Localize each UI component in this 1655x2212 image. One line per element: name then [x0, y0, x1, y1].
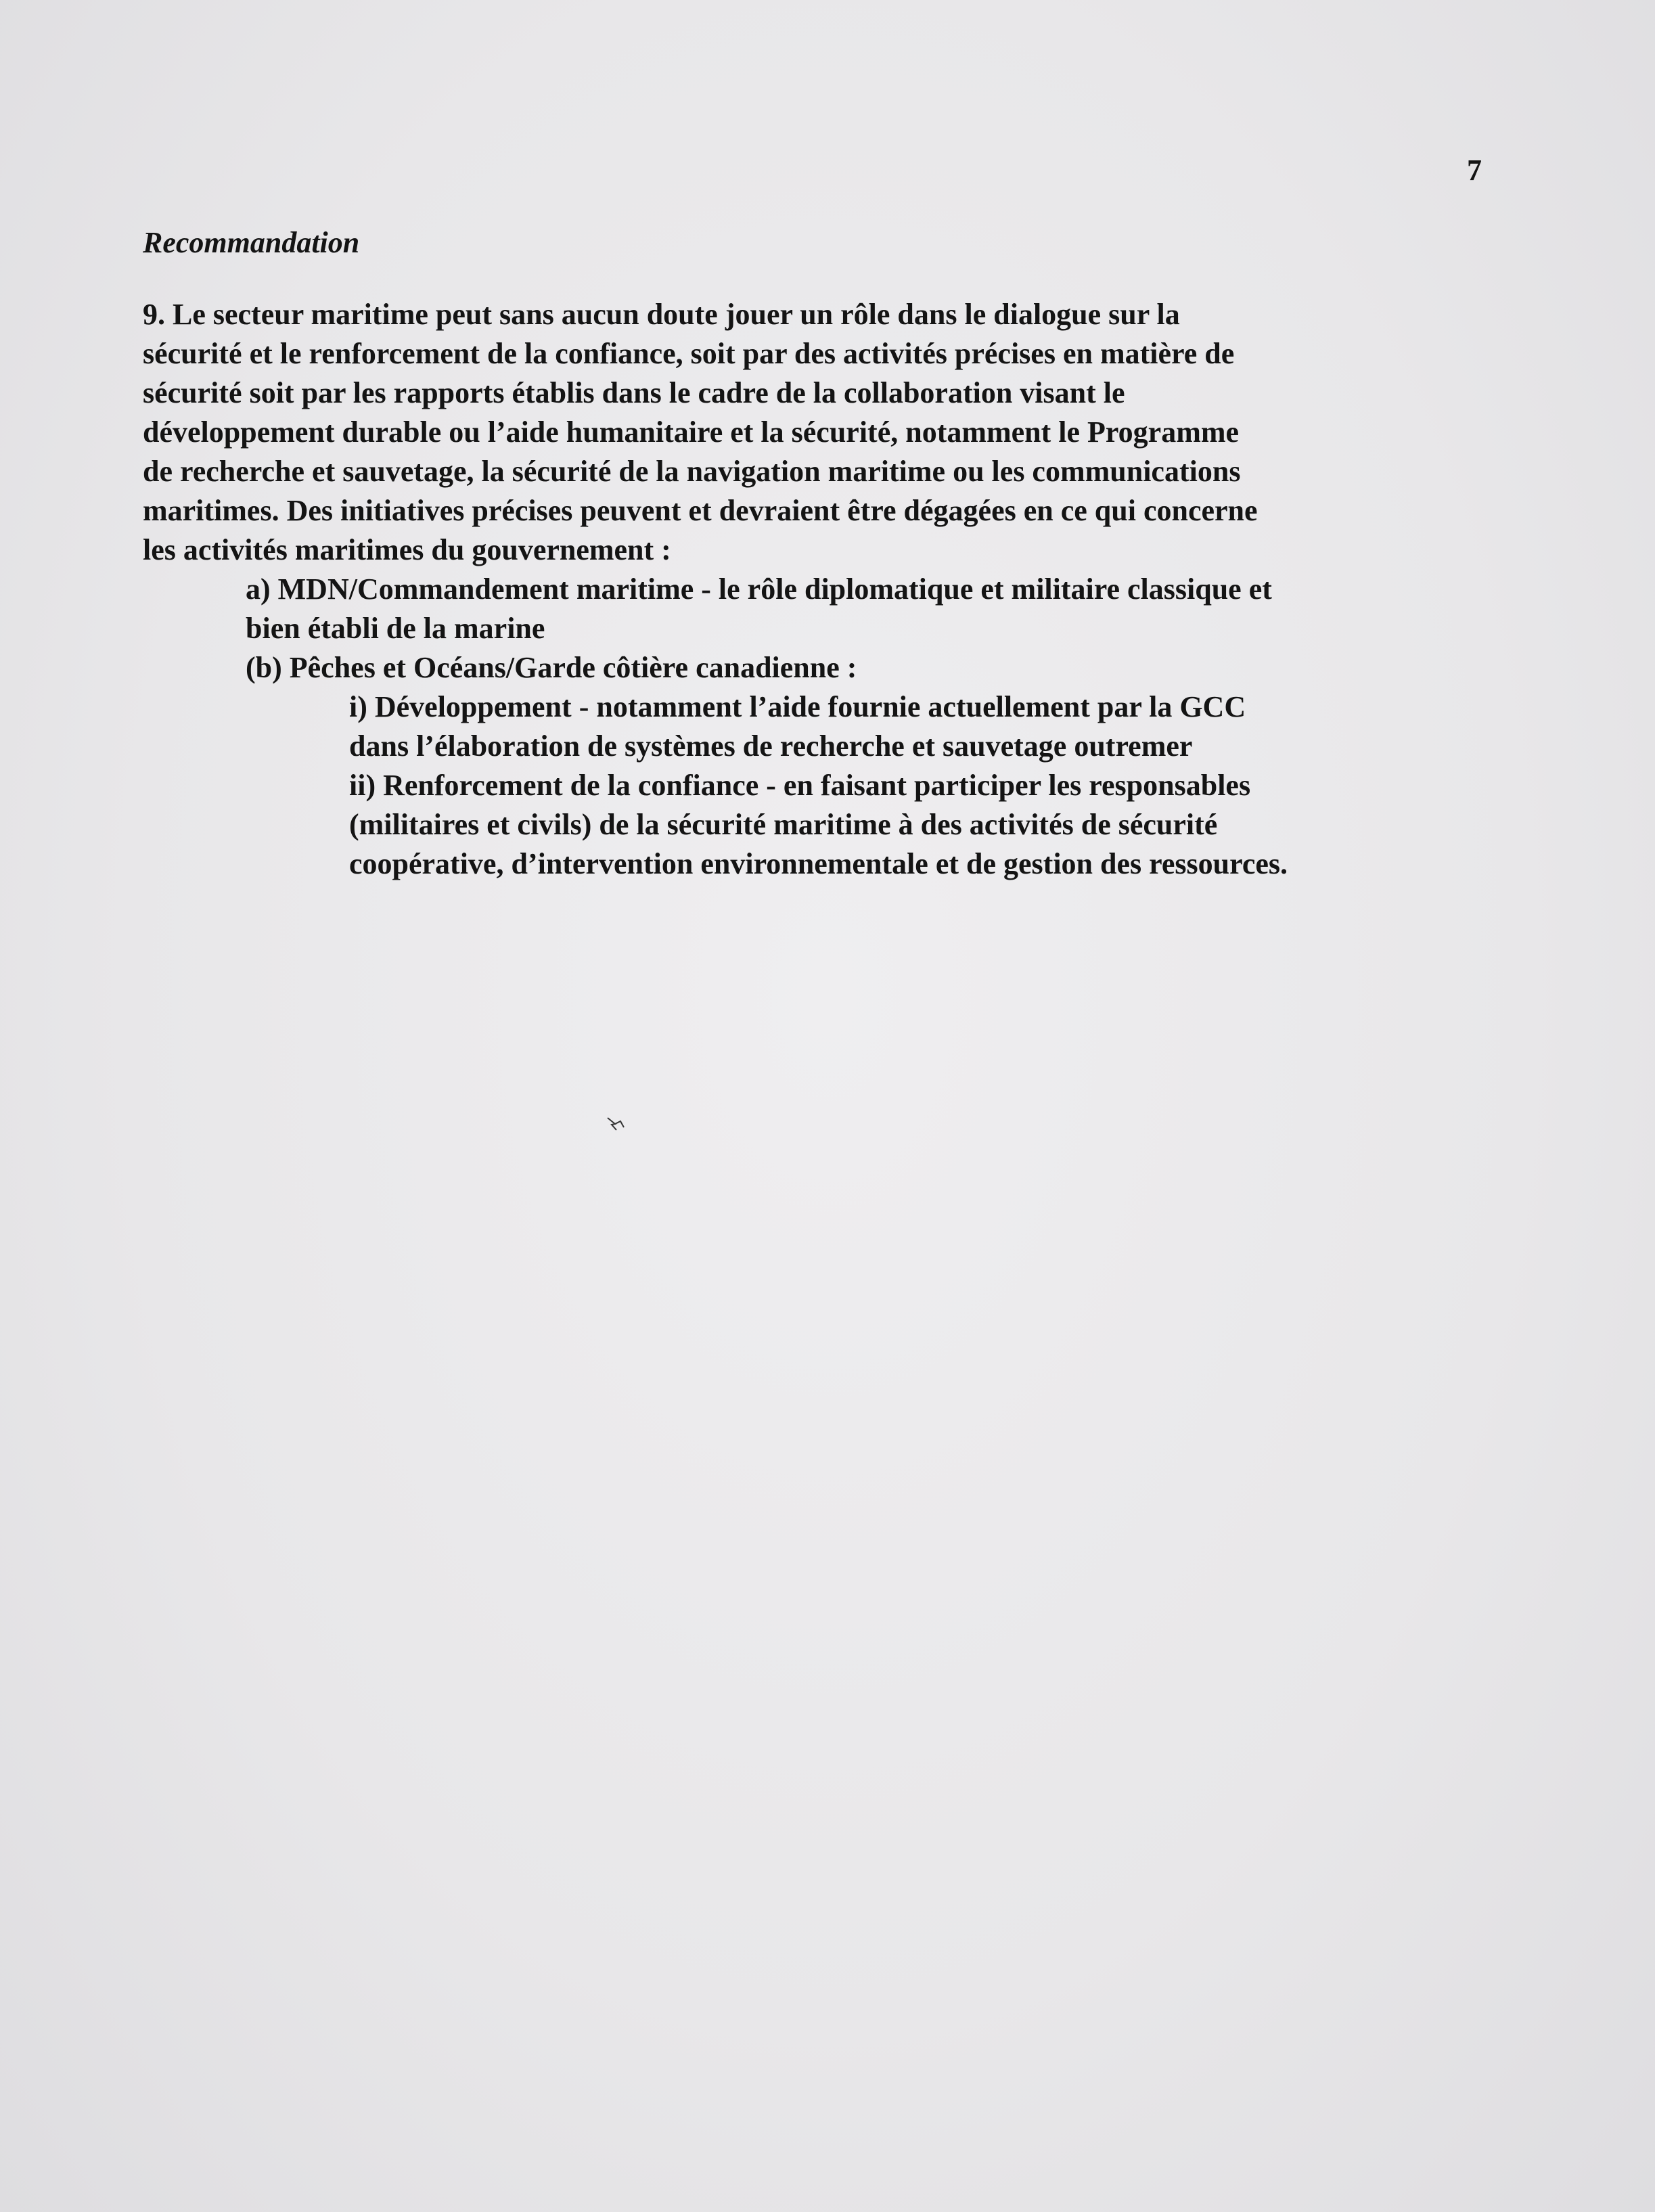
list-item-a: [143, 570, 1469, 648]
paragraph-line: les activités maritimes du gouvernement :: [143, 533, 671, 566]
ink-mark-icon: [606, 1115, 626, 1133]
paragraph-line: sécurité et le renforcement de la confiance, soit par des activités précises en matière de: [143, 337, 1235, 370]
sub-item-i-line: i) Développement - notamment l’aide fournie actuellement par la GCC: [349, 690, 1246, 723]
sub-item-ii: [143, 766, 1469, 884]
list-item-a-line: bien établi de la marine: [246, 612, 545, 645]
paragraph-line: sécurité soit par les rapports établis dans le cadre de la collaboration visant le: [143, 376, 1125, 409]
paragraph-line: maritimes. Des initiatives précises peuvent et devraient être dégagées en ce qui concerne: [143, 494, 1258, 527]
paragraph-line: 9. Le secteur maritime peut sans aucun doute jouer un rôle dans le dialogue sur la: [143, 298, 1180, 331]
section-heading: Recommandation: [143, 226, 360, 259]
sub-item-ii-line: coopérative, d’intervention environnementale et de gestion des ressources.: [349, 847, 1288, 880]
sub-item-i: [143, 687, 1469, 766]
sub-item-ii-line: ii) Renforcement de la confiance - en faisant participer les responsables: [349, 769, 1251, 802]
list-item-b: (b) Pêches et Océans/Garde côtière canadienne :: [246, 651, 857, 684]
list-item-a-line: a) MDN/Commandement maritime - le rôle diplomatique et militaire classique et: [246, 572, 1272, 606]
paragraph-line: développement durable ou l’aide humanitaire et la sécurité, notamment le Programme: [143, 415, 1240, 449]
recommendation-paragraph: [143, 295, 1469, 570]
page-number: 7: [1467, 154, 1482, 187]
paragraph-line: de recherche et sauvetage, la sécurité de la navigation maritime ou les communications: [143, 455, 1241, 488]
main-content: [143, 223, 1469, 884]
sub-item-i-line: dans l’élaboration de systèmes de recherche et sauvetage outremer: [349, 729, 1193, 763]
sub-item-ii-line: (militaires et civils) de la sécurité maritime à des activités de sécurité: [349, 808, 1218, 841]
